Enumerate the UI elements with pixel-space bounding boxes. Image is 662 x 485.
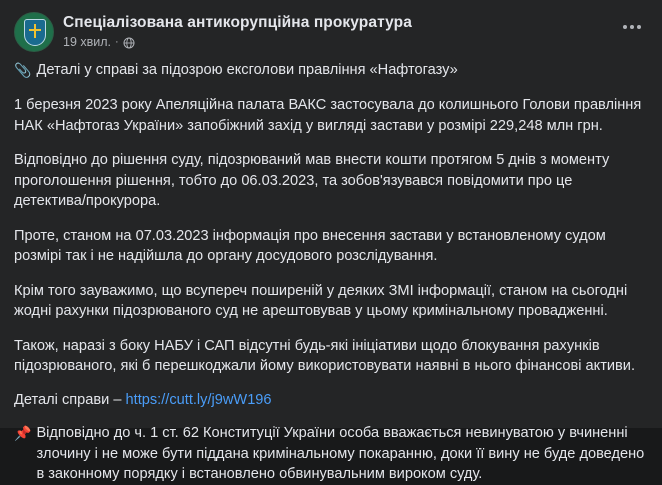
post-lead-text: Деталі у справі за підозрою ексголови правління «Нафтогазу» — [36, 62, 458, 78]
pushpin-icon: 📌 — [14, 425, 32, 441]
post-timestamp[interactable]: 19 хвил. — [63, 35, 112, 49]
dot-icon — [637, 25, 641, 29]
more-options-button[interactable] — [616, 16, 648, 38]
post-footnote-text: Відповідно до ч. 1 ст. 62 Конституції України особа вважається невинуватою у вчиненні злочину і не може бути піддана кримінальному покаранню, доки її вину не буде доведено в законному порядку і встановлено обвинувальним вироком суду. — [36, 425, 645, 482]
post-header-text — [63, 12, 412, 50]
case-details-label: Деталі справи – — [14, 391, 122, 408]
post-meta — [63, 35, 412, 50]
post-header — [14, 10, 648, 58]
post-paragraph: 1 березня 2023 року Апеляційна палата ВАКС застосувала до колишнього Голови правління НАК «Нафтогаз України» запобіжний захід у вигляді застави у розмірі 229,248 млн грн. — [14, 97, 642, 134]
page-name[interactable]: Спеціалізована антикорупційна прокуратура — [63, 14, 412, 31]
dot-icon — [623, 25, 627, 29]
avatar[interactable] — [14, 12, 54, 52]
post-lead — [14, 60, 648, 80]
post-paragraph: Відповідно до рішення суду, підозрюваний мав внести кошти протягом 5 днів з моменту проголошення рішення, тобто до 06.03.2023, та зобов'язувався повідомити про це детектива/прокурора. — [14, 152, 610, 209]
post-paragraph: Також, наразі з боку НАБУ і САП відсутні будь-які ініціативи щодо блокування рахунків підозрюваного, які б перешкоджали йому використовувати наявні в нього фінансові активи. — [14, 337, 636, 374]
emblem-icon — [24, 19, 46, 46]
globe-icon[interactable] — [123, 37, 135, 49]
post-paragraph: Проте, станом на 07.03.2023 інформація про внесення застави у встановленому судом розмірі так і не надійшла до органу досудового розслідування. — [14, 227, 606, 264]
paperclip-icon: 📎 — [14, 62, 32, 78]
post-footnote — [14, 423, 648, 485]
dot-icon — [630, 25, 634, 29]
post-paragraph: Крім того зауважимо, що всупереч поширеній у деяких ЗМІ інформації, станом на сьогодні жодні рахунки підозрюваного суд не арештовував у цьому кримінальному провадженні. — [14, 282, 628, 319]
case-details-line — [14, 390, 648, 411]
meta-separator: · — [115, 36, 119, 48]
post-body — [14, 58, 648, 485]
case-details-link[interactable]: https://cutt.ly/j9wW196 — [125, 391, 272, 408]
